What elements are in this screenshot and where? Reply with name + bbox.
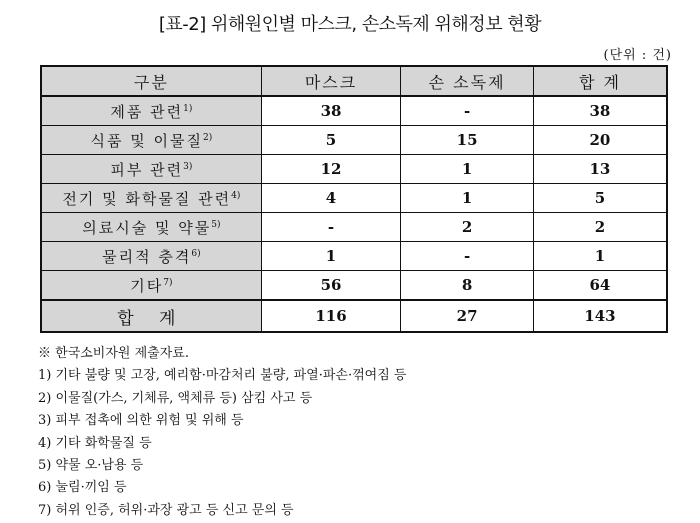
cell-total: 2 [533, 213, 667, 242]
footnote-3: 3) 피부 접촉에 의한 위험 및 위해 등 [38, 413, 244, 429]
cell-sanitizer: 8 [401, 271, 534, 301]
unit-label: (단위 : 건) [603, 48, 672, 63]
footnote-1: 1) 기타 불량 및 고장, 예리함·마감처리 불량, 파열·파손·꺾여짐 등 [38, 368, 407, 384]
header-hand-sanitizer: 손 소독제 [401, 66, 534, 96]
cell-mask: 38 [261, 96, 401, 126]
cell-sanitizer: - [401, 242, 534, 271]
footnote-2: 2) 이물질(가스, 기체류, 액체류 등) 삼킴 사고 등 [38, 390, 313, 406]
header-mask: 마스크 [261, 66, 401, 96]
table-row [41, 155, 667, 184]
footnote-7: 7) 허위 인증, 허위·과장 광고 등 신고 문의 등 [38, 502, 294, 518]
header-category: 구분 [41, 66, 261, 96]
cell-mask: 5 [261, 126, 401, 155]
cell-mask: 56 [261, 271, 401, 301]
total-sanitizer: 27 [401, 300, 534, 332]
table-row [41, 184, 667, 213]
row-label: 물리적 충격$^{6)}$ [41, 242, 261, 271]
cell-sanitizer: 1 [401, 184, 534, 213]
cell-sanitizer: 15 [401, 126, 534, 155]
header-total: 합 계 [533, 66, 667, 96]
source-note: ※ 한국소비자원 제출자료. [38, 346, 189, 361]
footnote-6: 6) 눌림·끼임 등 [38, 480, 127, 496]
row-label: 전기 및 화학물질 관련$^{4)}$ [41, 184, 261, 213]
cell-mask: 4 [261, 184, 401, 213]
cell-total: 64 [533, 271, 667, 301]
cell-mask: 12 [261, 155, 401, 184]
table-header-row [41, 66, 667, 96]
cell-total: 38 [533, 96, 667, 126]
row-label: 기타$^{7)}$ [41, 271, 261, 301]
table-row [41, 242, 667, 271]
table-row [41, 126, 667, 155]
cell-total: 1 [533, 242, 667, 271]
table-total-row [41, 300, 667, 332]
row-label: 제품 관련$^{1)}$ [41, 96, 261, 126]
cell-mask: - [261, 213, 401, 242]
row-label: 피부 관련$^{3)}$ [41, 155, 261, 184]
cell-sanitizer: - [401, 96, 534, 126]
row-label: 의료시술 및 약물$^{5)}$ [41, 213, 261, 242]
footnote-5: 5) 약물 오·남용 등 [38, 458, 144, 474]
table-row [41, 96, 667, 126]
table-title: [표-2] 위해원인별 마스크, 손소독제 위해정보 현황 [158, 14, 542, 35]
table-row [41, 271, 667, 301]
cell-total: 13 [533, 155, 667, 184]
total-mask: 116 [261, 300, 401, 332]
hazard-cause-table [40, 65, 668, 333]
cell-total: 5 [533, 184, 667, 213]
table-row [41, 213, 667, 242]
cell-sanitizer: 1 [401, 155, 534, 184]
row-label: 식품 및 이물질$^{2)}$ [41, 126, 261, 155]
footnote-4: 4) 기타 화학물질 등 [38, 435, 152, 451]
total-label: 합 계 [41, 300, 261, 332]
cell-mask: 1 [261, 242, 401, 271]
total-all: 143 [533, 300, 667, 332]
footnotes [38, 343, 406, 522]
cell-total: 20 [533, 126, 667, 155]
cell-sanitizer: 2 [401, 213, 534, 242]
